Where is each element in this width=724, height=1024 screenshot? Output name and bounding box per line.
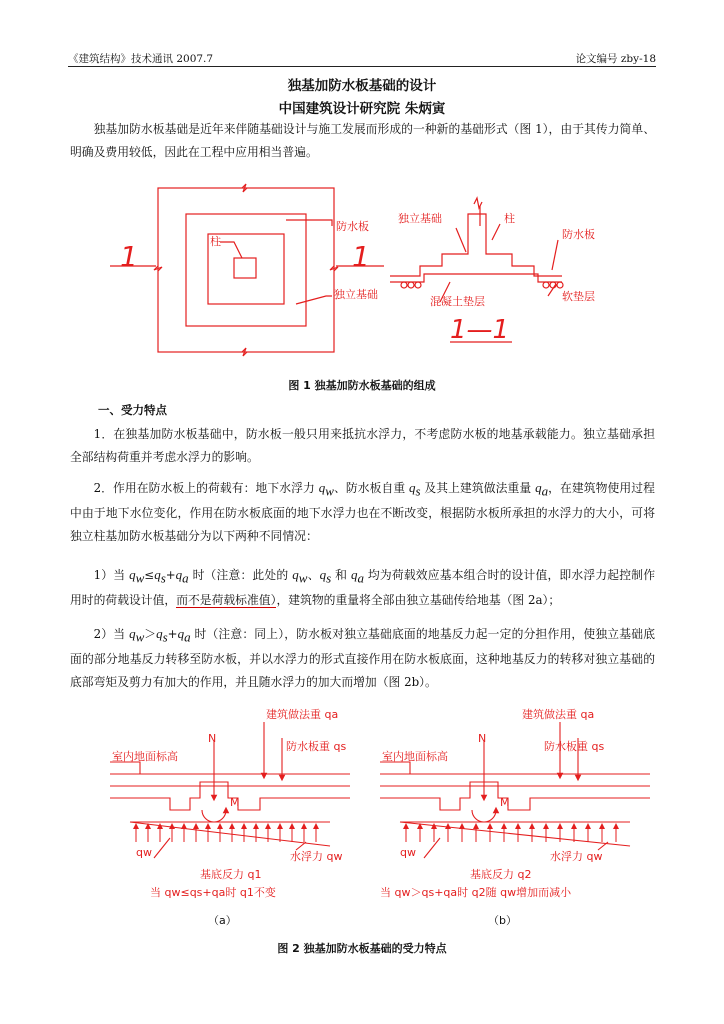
plan-marker-right: 1 — [352, 240, 370, 273]
paragraph-4: 2）当 $q_w>q_s+q_a$ 时（注意：同上），防水板对独立基础底面的地基反力起一定的分担作用，使独立基础底面的部分地基反力转移至防水板，并以水浮力的形式直接作用在防水板底面，这种地基反力的转移对独立基础的底部弯矩及剪力有加大的作用，并且随水浮力的加大而增加（图 2b）。 — [70, 626, 655, 690]
break-mark-left — [154, 266, 162, 271]
break-mark-bottom — [242, 348, 247, 356]
fig2b-slab-label: 防水板重 qs — [544, 740, 605, 753]
section-label-footing: 独立基础 — [398, 212, 442, 225]
fig2a-M: M — [230, 796, 240, 809]
paper-title: 独基加防水板基础的设计 — [287, 78, 437, 94]
fig2a-sublabel: （a） — [208, 914, 237, 927]
fig2a-N: N — [208, 732, 217, 745]
footing-outer — [186, 214, 306, 326]
fig2a-buoyancy: 水浮力 qw — [290, 850, 343, 863]
intro-paragraph: 独基加防水板基础是近年来伴随基础设计与施工发展而形成的一种新的基础形式（图 1），由于其传力简单、明确及费用较低，因此在工程中应用相当普遍。 — [70, 122, 655, 159]
figure-2-caption: 图 2 独基加防水板基础的受力特点 — [277, 942, 447, 955]
fig2b-qw-left: qw — [400, 846, 416, 859]
fig2b-floor-label: 室内地面标高 — [382, 750, 448, 763]
section-heading-1: 一、受力特点 — [98, 403, 167, 417]
paragraph-1: 1．在独基加防水板基础中，防水板一般只用来抵抗水浮力，不考虑防水板的地基承载能力。独立基础承担全部结构荷重并考虑水浮力的影响。 — [70, 427, 655, 464]
section-label-soft: 软垫层 — [562, 290, 595, 303]
fig2b-condition: 当 qw＞qs+qa时 q2随 qw增加而减小 — [380, 886, 572, 899]
fig2b-N: N — [478, 732, 487, 745]
section-label-slab: 防水板 — [562, 228, 595, 241]
paragraph-2: 2．作用在防水板上的荷载有：地下水浮力 $q_w$、防水板自重 $q_s$ 及其上建筑做法重量 $q_a$，在建筑物使用过程中由于地下水位变化，作用在防水板底面的地下水浮力也在不断改变，根据防水板所承担的水浮力的大小，可将独立柱基加防水板基础分为以下两种不同情况： — [70, 480, 655, 544]
break-mark-right — [330, 266, 338, 271]
fig2a-floor-label: 室内地面标高 — [112, 750, 178, 763]
fig2b-M: M — [500, 796, 510, 809]
section-mark: 1—1 — [450, 315, 510, 345]
fig2a-condition: 当 qw≤qs+qa时 q1不变 — [150, 886, 276, 899]
soft-pad-right — [543, 282, 563, 288]
break-mark-top — [242, 184, 247, 192]
journal-name: 《建筑结构》技术通讯 2007.7 — [68, 53, 214, 65]
figure-1-caption: 图 1 独基加防水板基础的组成 — [288, 379, 436, 392]
paper-number: 论文编号 zby-18 — [575, 53, 656, 65]
fig2a-building-label: 建筑做法重 qa — [266, 708, 339, 721]
label-slab: 防水板 — [336, 220, 369, 233]
fig2b-reaction: 基底反力 q2 — [470, 868, 532, 881]
author-line: 中国建筑设计研究院 朱炳寅 — [278, 101, 446, 117]
figure-2 — [90, 702, 670, 932]
fig2b-buoyancy: 水浮力 qw — [550, 850, 603, 863]
fig2a-reaction: 基底反力 q1 — [200, 868, 262, 881]
paragraph-3: 1）当 $q_w\le q_s+q_a$ 时（注意：此处的 $q_w$、$q_s$ 和 $q_a$ 均为荷载效应基本组合时的设计值，即水浮力起控制作用时的荷载设计值，而不是荷载标准值），建筑物的重量将全部由独立基础传给地基（图 2a）； — [70, 567, 655, 608]
fig2b-building-label: 建筑做法重 qa — [522, 708, 595, 721]
slab-outline — [158, 188, 334, 352]
figure-1 — [100, 170, 660, 360]
underlined-note: 而不是荷载标准值） — [176, 593, 277, 608]
plan-marker-left: 1 — [120, 240, 138, 273]
column-square — [234, 258, 256, 278]
label-column: 柱 — [210, 235, 221, 248]
running-header — [68, 48, 656, 67]
section-label-column: 柱 — [504, 212, 515, 225]
fig2a-slab-label: 防水板重 qs — [286, 740, 347, 753]
section-label-concrete: 混凝土垫层 — [430, 295, 485, 308]
soft-pad-left — [401, 282, 421, 288]
fig2a-qw-left: qw — [136, 846, 152, 859]
label-footing: 独立基础 — [334, 288, 378, 301]
fig2b-sublabel: （b） — [488, 914, 517, 927]
